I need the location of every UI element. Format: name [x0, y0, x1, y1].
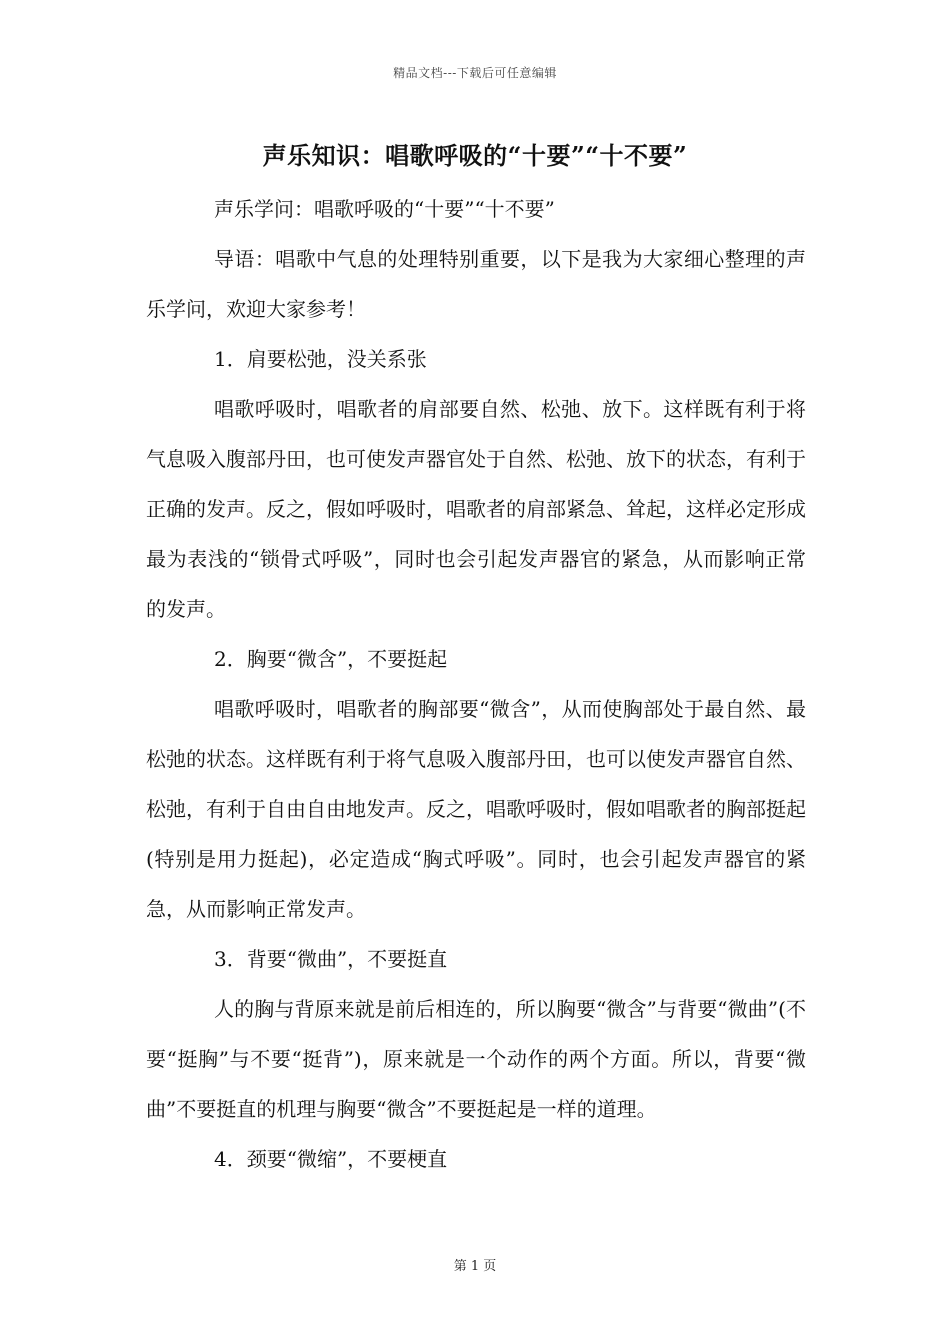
document-body — [146, 184, 806, 1184]
section-heading-2: 2．胸要“微含”，不要挺起 — [214, 647, 448, 671]
section-heading-4: 4．颈要“微缩”，不要梗直 — [214, 1147, 448, 1171]
subtitle-paragraph: 声乐学问：唱歌呼吸的“十要”“十不要” — [214, 197, 555, 221]
intro-paragraph: 导语：唱歌中气息的处理特别重要，以下是我为大家细心整理的声乐学问，欢迎大家参考！ — [146, 247, 806, 321]
page-number: 第 1 页 — [453, 1259, 497, 1274]
section-heading-3: 3．背要“微曲”，不要挺直 — [214, 947, 448, 971]
section-body-2: 唱歌呼吸时，唱歌者的胸部要“微含”，从而使胸部处于最自然、最松弛的状态。这样既有利于将气息吸入腹部丹田，也可以使发声器官自然、松弛，有利于自由自由地发声。反之，唱歌呼吸时，假如唱歌者的胸部挺起(特别是用力挺起)，必定造成“胸式呼吸”。同时，也会引起发声器官的紧急，从而影响正常发声。 — [146, 697, 806, 921]
section-body-1: 唱歌呼吸时，唱歌者的肩部要自然、松弛、放下。这样既有利于将气息吸入腹部丹田，也可使发声器官处于自然、松弛、放下的状态，有利于正确的发声。反之，假如呼吸时，唱歌者的肩部紧急、耸起，这样必定形成最为表浅的“锁骨式呼吸”，同时也会引起发声器官的紧急，从而影响正常的发声。 — [146, 397, 806, 621]
section-body-3: 人的胸与背原来就是前后相连的，所以胸要“微含”与背要“微曲”(不要“挺胸”与不要“挺背”)，原来就是一个动作的两个方面。所以，背要“微曲”不要挺直的机理与胸要“微含”不要挺起是一样的道理。 — [146, 997, 806, 1121]
document-title: 声乐知识：唱歌呼吸的“十要”“十不要” — [262, 141, 688, 170]
section-heading-1: 1．肩要松弛，没关系张 — [214, 347, 427, 371]
page-header: 精品文档---下载后可任意编辑 — [393, 66, 557, 80]
